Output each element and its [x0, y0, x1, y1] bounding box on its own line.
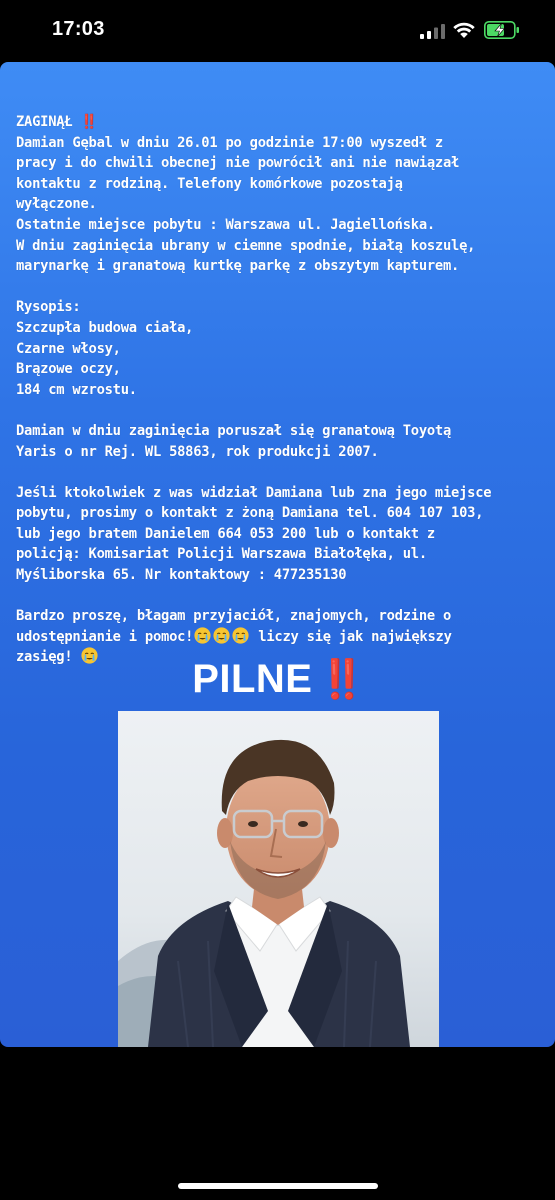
appeal-line [16, 627, 546, 648]
contact-line: policją: Komisariat Policji Warszawa Białołęka, ul. [16, 546, 427, 563]
missing-person-photo [118, 711, 439, 1047]
post-line: Damian Gębal w dniu 26.01 po godzinie 17:00 wyszedł z [16, 134, 443, 151]
contact-line: Myśliborska 65. Nr kontaktowy : 477235130 [16, 567, 347, 584]
paragraph-gap [16, 400, 546, 421]
post-line: kontaktu z rodziną. Telefony komórkowe pozostają [16, 175, 403, 192]
post-line: Ostatnie miejsce pobytu : Warszawa ul. Jagiellońska. [16, 216, 435, 233]
story-card [0, 62, 555, 1047]
appeal-text: liczy się jak największy [250, 628, 452, 645]
paragraph-gap [16, 462, 546, 483]
car-line: Yaris o nr Rej. WL 58863, rok produkcji 2007. [16, 443, 379, 460]
appeal-text: udostępnianie i pomoc! [16, 628, 194, 645]
contact-line: Jeśli ktokolwiek z was widział Damiana lub zna jego miejsce [16, 484, 492, 501]
wifi-icon [452, 21, 476, 39]
paragraph-gap [16, 277, 546, 298]
status-bar [0, 0, 555, 60]
post-heading: ZAGINĄŁ [16, 114, 73, 130]
description-line: Brązowe oczy, [16, 361, 121, 378]
post-line: wyłączone. [16, 196, 97, 213]
double-exclamation-icon: ‼️ [80, 114, 95, 130]
crying-face-icon [213, 627, 230, 644]
home-indicator[interactable] [178, 1183, 378, 1189]
crying-face-icon [232, 627, 249, 644]
urgent-text: PILNE [192, 657, 313, 701]
urgent-label [0, 657, 555, 702]
paragraph-gap [16, 586, 546, 607]
crying-face-icon [194, 627, 211, 644]
appeal-text: zasięg! [16, 649, 73, 666]
contact-line: lub jego bratem Danielem 664 053 200 lub o kontakt z [16, 525, 435, 542]
post-text [16, 112, 546, 668]
description-line: Szczupła budowa ciała, [16, 319, 194, 336]
person-portrait-icon [118, 711, 439, 1047]
description-line: Czarne włosy, [16, 340, 121, 357]
post-line: marynarkę i granatową kurtkę parkę z obszytym kapturem. [16, 258, 460, 275]
car-line: Damian w dniu zaginięcia poruszał się granatową Toyotą [16, 422, 452, 439]
post-line: pracy i do chwili obecnej nie powrócił ani nie nawiązał [16, 155, 460, 172]
description-line: Rysopis: [16, 299, 81, 316]
double-exclamation-icon: ‼️ [318, 657, 363, 701]
description-line: 184 cm wzrostu. [16, 381, 137, 398]
battery-charging-icon [484, 21, 520, 39]
contact-line: pobytu, prosimy o kontakt z żoną Damiana tel. 604 107 103, [16, 505, 484, 522]
post-heading-line [16, 112, 546, 133]
status-time: 17:03 [52, 18, 105, 40]
appeal-line: Bardzo proszę, błagam przyjaciół, znajomych, rodzine o [16, 608, 452, 625]
signal-icon [419, 23, 445, 39]
post-line: W dniu zaginięcia ubrany w ciemne spodnie, białą koszulę, [16, 237, 476, 254]
